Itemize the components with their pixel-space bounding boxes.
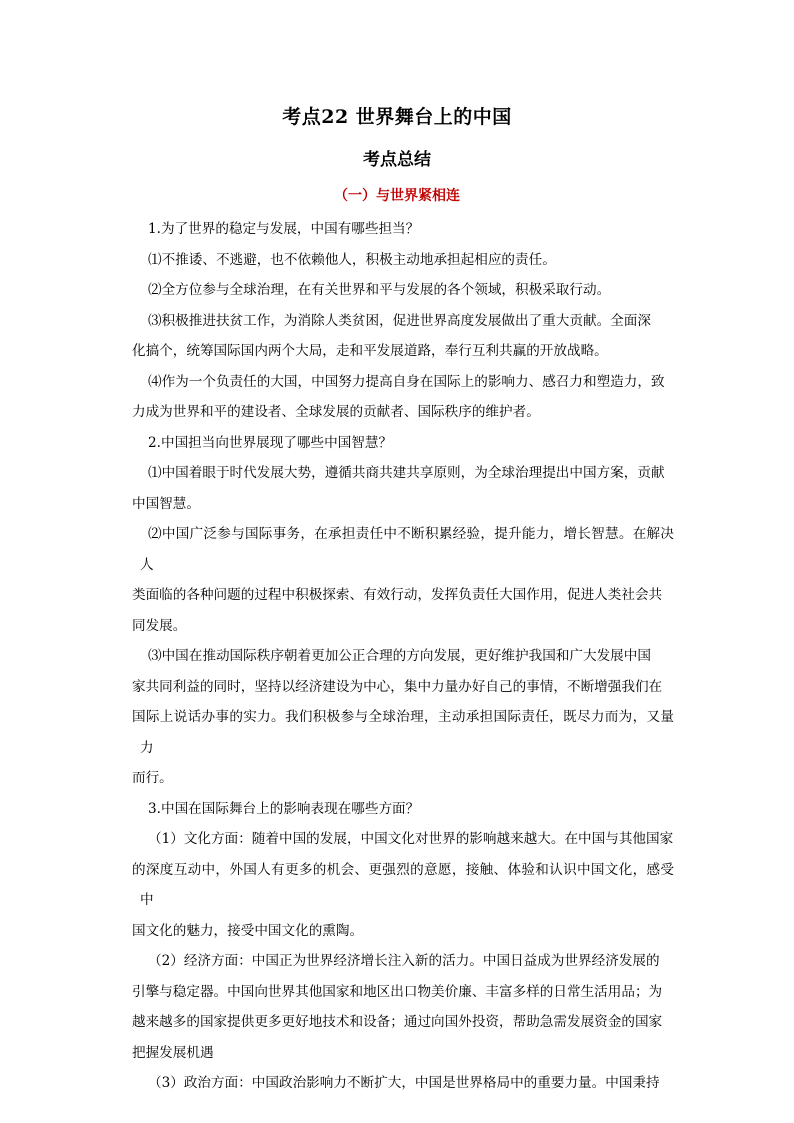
answer-3-3 <box>140 1068 674 1099</box>
text-line: ⑴不推诿、不逃避，也不依赖他人，积极主动地承担起相应的责任。 <box>148 251 556 268</box>
text-line: 引擎与稳定器。中国向世界其他国家和地区出口物美价廉、丰富多样的日常生活用品；为 <box>132 983 663 1000</box>
text-line: 越来越多的国家提供更多更好地技术和设备；通过向国外投资，帮助急需发展资金的国家 <box>132 1014 663 1030</box>
text-line: ⑶中国在推动国际秩序朝着更加公正合理的方向发展，更好维护我国和广大发展中国 <box>148 648 651 664</box>
text-line: （3）政治方面：中国政治影响力不断扩大，中国是世界格局中的重要力量。中国秉持 <box>148 1075 660 1091</box>
answer-1-4 <box>132 367 674 428</box>
text-line: （1）文化方面：随着中国的发展，中国文化对世界的影响越来越大。在中国与其他国家 <box>148 831 674 847</box>
answer-2-3 <box>132 641 674 794</box>
answer-1-1 <box>140 245 674 276</box>
question-1 <box>140 214 674 245</box>
text-line: ⑵全方位参与全球治理，在有关世界和平与发展的各个领域，积极采取行动。 <box>148 282 611 298</box>
text-line: 1.为了世界的稳定与发展，中国有哪些担当？ <box>148 221 420 237</box>
answer-3-2 <box>132 946 674 1068</box>
text-line: ⑵中国广泛参与国际事务，在承担责任中不断积累经验，提升能力，增长智慧。在解决人 <box>140 526 674 573</box>
text-line: 国文化的魅力，接受中国文化的熏陶。 <box>132 922 364 939</box>
page-subtitle: 考点总结 <box>363 150 431 170</box>
text-line: 类面临的各种问题的过程中积极探索、有效行动，发挥负责任大国作用，促进人类社会共 <box>132 587 663 603</box>
text-line: 力成为世界和平的建设者、全球发展的贡献者、国际秩序的维护者。 <box>132 404 540 420</box>
question-3 <box>140 794 674 825</box>
text-line: 家共同利益的同时，坚持以经济建设为中心，集中力量办好自己的事情，不断增强我们在 <box>132 678 663 695</box>
answer-1-2 <box>140 275 674 306</box>
text-line: 把握发展机遇 <box>132 1044 214 1061</box>
text-line: 国际上说话办事的实力。我们积极参与全球治理，主动承担国际责任，既尽力而为，又量力 <box>132 709 674 756</box>
document-body <box>132 214 674 1099</box>
text-line: （2）经济方面：中国正为世界经济增长注入新的活力。中国日益成为世界经济发展的 <box>148 953 660 969</box>
text-line: 的深度互动中，外国人有更多的机会、更强烈的意愿，接触、体验和认识中国文化，感受中 <box>132 861 674 908</box>
text-line: ⑶积极推进扶贫工作，为消除人类贫困，促进世界高度发展做出了重大贡献。全面深 <box>148 312 651 329</box>
text-line: 中国智慧。 <box>132 495 200 512</box>
text-line: ⑴中国着眼于时代发展大势，遵循共商共建共享原则，为全球治理提出中国方案，贡献 <box>148 465 665 481</box>
answer-2-1 <box>132 458 674 519</box>
answer-2-2 <box>132 519 674 641</box>
text-line: 同发展。 <box>132 617 187 634</box>
text-line: 而行。 <box>132 770 173 786</box>
text-line: ⑷作为一个负责任的大国，中国努力提高自身在国际上的影响力、感召力和塑造力，致 <box>148 373 665 390</box>
section-heading: （一）与世界紧相连 <box>334 188 460 204</box>
text-line: 3.中国在国际舞台上的影响表现在哪些方面？ <box>148 800 420 817</box>
answer-3-1 <box>132 824 674 946</box>
answer-1-3 <box>132 306 674 367</box>
text-line: 化搞个，统筹国际国内两个大局，走和平发展道路，奉行互利共赢的开放战略。 <box>132 343 608 359</box>
question-2 <box>140 428 674 459</box>
page-title: 考点22 世界舞台上的中国 <box>282 106 512 128</box>
text-line: 2.中国担当向世界展现了哪些中国智慧？ <box>148 434 393 451</box>
